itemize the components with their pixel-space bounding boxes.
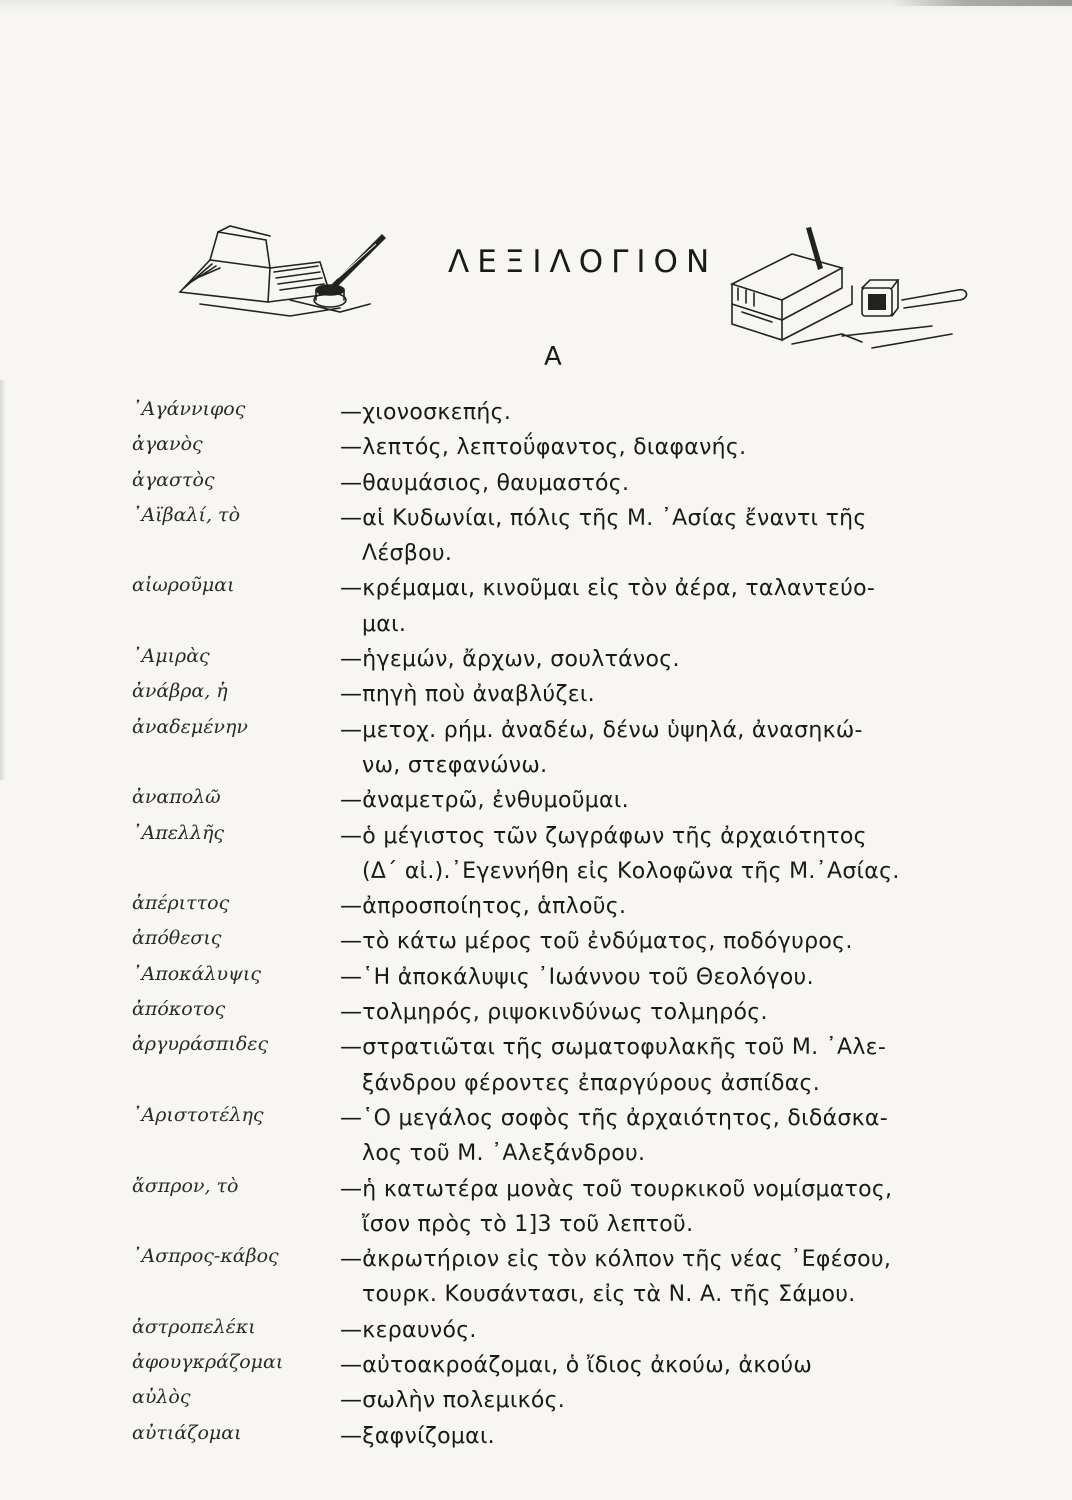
glossary-entry [0,430,1072,465]
definition-line: —κεραυνός. [340,1317,477,1343]
definition-line: —τολμηρός, ριψοκινδύνως τολμηρός. [340,1000,768,1026]
glossary-entry [0,677,1072,712]
definition-line: —θαυμάσιος, θαυμαστός. [340,470,630,496]
glossary-definition [340,889,980,924]
glossary-definition [340,783,980,818]
definition-line: —ὁ μέγιστος τῶν ζωγράφων τῆς ἀρχαιότητος [340,823,867,849]
open-book-quill-icon [170,220,400,330]
glossary-entry [0,1313,1072,1348]
definition-line: (Δ´ αἰ.).᾿Εγεννήθη εἰς Κολοφῶνα τῆς Μ.᾿Ασίας. [362,858,900,884]
definition-line: —τὸ κάτω μέρος τοῦ ἐνδύματος, ποδόγυρος. [340,929,853,955]
glossary-definition [340,466,980,501]
glossary-entry [0,1383,1072,1418]
glossary-entry [0,713,1072,784]
glossary-term: ᾿Αριστοτέλης [132,1103,264,1126]
glossary-term: ἀγανὸς [132,433,203,456]
glossary-entry [0,995,1072,1030]
glossary-definition [340,713,980,784]
glossary-entry [0,889,1072,924]
definition-line: μαι. [362,611,407,637]
definition-line: —ἀπροσποίητος, ἁπλοῦς. [340,894,627,920]
glossary-term: ᾿Αμιρὰς [132,645,210,668]
definition-line: λος τοῦ Μ. ᾿Αλεξάνδρου. [362,1141,646,1167]
glossary-list [0,395,1072,1454]
glossary-definition [340,995,980,1030]
glossary-definition [340,1313,980,1348]
glossary-term: ἀγαστὸς [132,468,215,491]
glossary-entry [0,1030,1072,1101]
glossary-definition [340,960,980,995]
definition-line: —στρατιῶται τῆς σωματοφυλακῆς τοῦ Μ. ᾿Αλε- [340,1035,887,1061]
definition-line: ἴσον πρὸς τὸ 1]3 τοῦ λεπτοῦ. [362,1211,694,1237]
glossary-term: ἀνάβρα, ἡ [132,680,228,703]
glossary-definition [340,819,980,890]
definition-line: νω, στεφανώνω. [362,752,548,778]
glossary-term: ἀπόκοτος [132,998,226,1021]
glossary-definition [340,571,980,642]
definition-line: —῾Η ἀποκάλυψις ᾿Ιωάννου τοῦ Θεολόγου. [340,964,814,990]
scan-bar [892,0,1072,6]
definition-line: —αὐτοακροάζομαι, ὁ ἴδιος ἀκούω, ἀκούω [340,1353,813,1379]
glossary-entry [0,571,1072,642]
glossary-term: ἀπόθεσις [132,927,222,950]
definition-line: —ξαφνίζομαι. [340,1423,495,1449]
glossary-entry [0,1348,1072,1383]
definition-line: τουρκ. Κουσάντασι, εἰς τὰ Ν. Α. τῆς Σάμου. [362,1282,856,1308]
stacked-books-inkwell-icon [722,224,972,358]
glossary-definition [340,642,980,677]
glossary-definition [340,1101,980,1172]
glossary-definition [340,677,980,712]
scan-top-edge [0,0,1072,14]
glossary-term: ἀναδεμένην [132,715,248,738]
definition-line: —λεπτός, λεπτοΰφαντος, διαφανής. [340,435,747,461]
definition-line: —χιονοσκεπής. [340,400,512,425]
glossary-term: αὐτιάζομαι [132,1421,242,1444]
glossary-term: αἰωροῦμαι [132,574,235,597]
definition-line: —μετοχ. ρήμ. ἀναδέω, δένω ὑψηλά, ἀνασηκώ- [340,717,863,743]
glossary-definition [340,1383,980,1418]
definition-line: —πηγὴ ποὺ ἀναβλύζει. [340,682,595,708]
definition-line: —ἡγεμών, ἄρχων, σουλτάνος. [340,647,680,673]
definition-line: —ἀκρωτήριον εἰς τὸν κόλπον τῆς νέας ᾿Εφέσου, [340,1247,892,1273]
glossary-term: ᾿Αϊβαλί, τὸ [132,503,241,526]
glossary-term: ᾿Αποκάλυψις [132,962,262,985]
glossary-definition [340,924,980,959]
glossary-entry [0,960,1072,995]
glossary-entry [0,1242,1072,1313]
glossary-entry [0,395,1072,430]
glossary-term: αὐλὸς [132,1386,191,1409]
glossary-definition [340,1172,980,1243]
glossary-entry [0,783,1072,818]
glossary-entry [0,501,1072,572]
glossary-entry [0,819,1072,890]
glossary-entry [0,924,1072,959]
glossary-term: ᾿Αγάννιφος [132,398,246,420]
definition-line: —ἡ κατωτέρα μονὰς τοῦ τουρκικοῦ νομίσματος, [340,1176,893,1202]
glossary-term: ᾿Απελλῆς [132,821,225,844]
glossary-term: ἀναπολῶ [132,786,221,809]
glossary-definition [340,1419,980,1454]
glossary-term: ᾿Ασπρος-κάβος [132,1245,279,1268]
glossary-entry [0,1172,1072,1243]
glossary-term: ἀργυράσπιδες [132,1033,269,1056]
glossary-definition [340,1242,980,1313]
section-letter: Α [544,342,562,372]
glossary-definition [340,1348,980,1383]
glossary-entry [0,466,1072,501]
glossary-definition [340,430,980,465]
definition-line: Λέσβου. [362,541,453,567]
definition-line: ξάνδρου φέροντες ἐπαργύρους ἀσπίδας. [362,1070,821,1096]
glossary-entry [0,1101,1072,1172]
definition-line: —σωλὴν πολεμικός. [340,1388,566,1414]
glossary-entry [0,642,1072,677]
glossary-term: ἀπέριττος [132,892,230,915]
definition-line: —αἱ Κυδωνίαι, πόλις τῆς Μ. ᾿Ασίας ἔναντι τῆς [340,505,867,531]
glossary-definition [340,501,980,572]
glossary-term: ἀφουγκράζομαι [132,1351,284,1374]
definition-line: —ἀναμετρῶ, ἐνθυμοῦμαι. [340,788,629,814]
glossary-entry [0,1419,1072,1454]
definition-line: —κρέμαμαι, κινοῦμαι εἰς τὸν ἀέρα, ταλαντεύο- [340,576,876,602]
glossary-term: ἀστροπελέκι [132,1315,256,1338]
glossary-definition [340,395,980,430]
glossary-term: ἄσπρον, τὸ [132,1174,239,1197]
glossary-definition [340,1030,980,1101]
page-title: ΛΕΞΙΛΟΓΙΟΝ [448,244,718,280]
definition-line: —῾Ο μεγάλος σοφὸς τῆς ἀρχαιότητος, διδάσκα- [340,1105,888,1131]
